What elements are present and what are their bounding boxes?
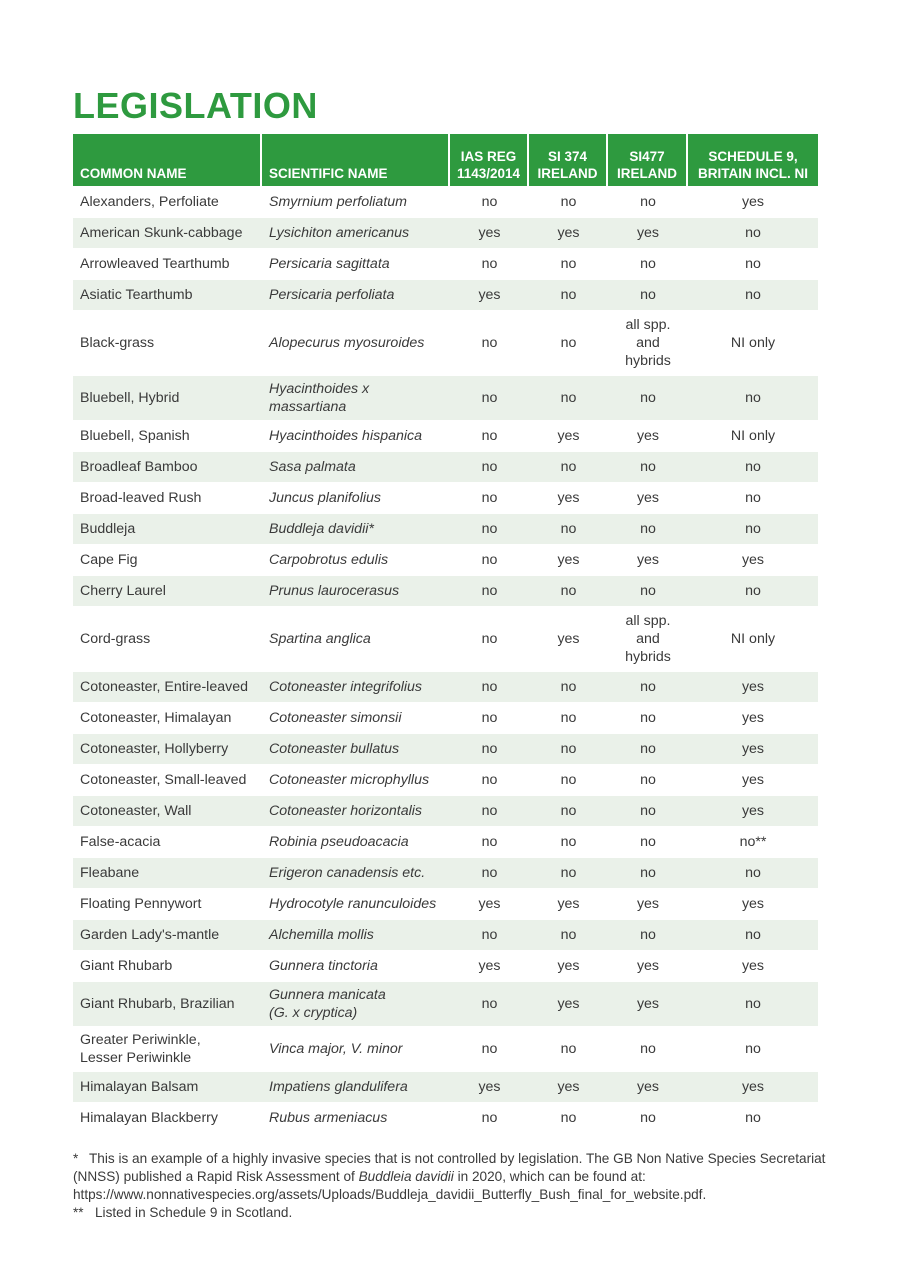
ias-reg-cell: no	[450, 451, 529, 482]
common-name-cell: Cotoneaster, Hollyberry	[73, 733, 262, 764]
si477-cell: no	[608, 513, 688, 544]
si374-cell: yes	[529, 981, 608, 1026]
schedule9-cell: yes	[688, 186, 818, 217]
si477-cell: no	[608, 671, 688, 702]
si374-cell: no	[529, 575, 608, 606]
table-row	[73, 482, 818, 513]
table-row	[73, 186, 818, 217]
footnote-2-text: Listed in Schedule 9 in Scotland.	[95, 1205, 293, 1220]
common-name-cell: Himalayan Blackberry	[73, 1102, 262, 1133]
table-row	[73, 950, 818, 981]
ias-reg-cell: no	[450, 575, 529, 606]
common-name-cell: Arrowleaved Tearthumb	[73, 248, 262, 279]
si477-cell: yes	[608, 420, 688, 451]
table-row	[73, 575, 818, 606]
scientific-name-cell: Alchemilla mollis	[262, 919, 450, 950]
table-row	[73, 1071, 818, 1102]
scientific-name-cell: Vinca major, V. minor	[262, 1026, 450, 1071]
page-title: LEGISLATION	[73, 85, 318, 126]
common-name-cell: Giant Rhubarb, Brazilian	[73, 981, 262, 1026]
common-name-cell: Cotoneaster, Himalayan	[73, 702, 262, 733]
scientific-name-cell: Spartina anglica	[262, 606, 450, 671]
table-row	[73, 857, 818, 888]
si374-cell: no	[529, 248, 608, 279]
scientific-name-cell: Smyrnium perfoliatum	[262, 186, 450, 217]
si477-cell: no	[608, 733, 688, 764]
footnote-1-marker: *	[73, 1151, 79, 1166]
legislation-table	[73, 134, 818, 1133]
common-name-cell: Bluebell, Hybrid	[73, 375, 262, 420]
schedule9-cell: NI only	[688, 420, 818, 451]
ias-reg-cell: yes	[450, 279, 529, 310]
si477-cell: no	[608, 575, 688, 606]
ias-reg-cell: no	[450, 857, 529, 888]
common-name-cell: Cotoneaster, Wall	[73, 795, 262, 826]
si477-cell: no	[608, 279, 688, 310]
si477-cell: yes	[608, 981, 688, 1026]
schedule9-cell: NI only	[688, 310, 818, 375]
schedule9-cell: yes	[688, 950, 818, 981]
si477-cell: no	[608, 795, 688, 826]
footnote-1-text-before: This is an example of a highly invasive species that is not controlled by legislation. The GB Non Native Species Secretariat (NNSS) published a Rapid Risk Assessment of	[73, 1151, 826, 1184]
si477-cell: all spp. and hybrids	[608, 606, 688, 671]
scientific-name-cell: Cotoneaster horizontalis	[262, 795, 450, 826]
ias-reg-cell: no	[450, 795, 529, 826]
table-row	[73, 310, 818, 375]
common-name-cell: American Skunk-cabbage	[73, 217, 262, 248]
footnote-2-marker: **	[73, 1205, 84, 1220]
si374-cell: no	[529, 186, 608, 217]
si477-cell: no	[608, 248, 688, 279]
schedule9-cell: no	[688, 857, 818, 888]
si374-cell: no	[529, 451, 608, 482]
table-row	[73, 888, 818, 919]
ias-reg-cell: no	[450, 671, 529, 702]
scientific-name-cell: Lysichiton americanus	[262, 217, 450, 248]
si477-cell: yes	[608, 1071, 688, 1102]
ias-reg-cell: no	[450, 702, 529, 733]
si477-cell: no	[608, 375, 688, 420]
si374-cell: no	[529, 375, 608, 420]
schedule9-cell: no	[688, 513, 818, 544]
si374-cell: no	[529, 764, 608, 795]
ias-reg-cell: no	[450, 544, 529, 575]
ias-reg-cell: no	[450, 186, 529, 217]
si477-cell: yes	[608, 888, 688, 919]
table-row	[73, 279, 818, 310]
scientific-name-cell: Hyacinthoides x massartiana	[262, 375, 450, 420]
schedule9-cell: yes	[688, 702, 818, 733]
ias-reg-cell: no	[450, 482, 529, 513]
scientific-name-cell: Cotoneaster simonsii	[262, 702, 450, 733]
table-row	[73, 1102, 818, 1133]
si374-cell: no	[529, 733, 608, 764]
common-name-cell: Fleabane	[73, 857, 262, 888]
footnote-1-text-after: in 2020, which can be found at: https://www.nonnativespecies.org/assets/Uploads/Buddleja_davidii_Butterfly_Bush_final_for_website.pdf.	[73, 1169, 707, 1202]
schedule9-cell: yes	[688, 733, 818, 764]
scientific-name-cell: Impatiens glandulifera	[262, 1071, 450, 1102]
header-ias-reg: IAS REG 1143/2014	[450, 134, 529, 186]
table-row	[73, 919, 818, 950]
schedule9-cell: yes	[688, 764, 818, 795]
table-row	[73, 1026, 818, 1071]
header-si477: SI477 IRELAND	[608, 134, 688, 186]
scientific-name-cell: Cotoneaster integrifolius	[262, 671, 450, 702]
ias-reg-cell: yes	[450, 888, 529, 919]
schedule9-cell: no	[688, 981, 818, 1026]
si374-cell: yes	[529, 544, 608, 575]
schedule9-cell: yes	[688, 1071, 818, 1102]
table-row	[73, 451, 818, 482]
footnote-1	[73, 1150, 833, 1204]
scientific-name-cell: Hydrocotyle ranunculoides	[262, 888, 450, 919]
scientific-name-cell: Cotoneaster microphyllus	[262, 764, 450, 795]
ias-reg-cell: no	[450, 764, 529, 795]
ias-reg-cell: no	[450, 826, 529, 857]
schedule9-cell: no	[688, 575, 818, 606]
common-name-cell: Cord-grass	[73, 606, 262, 671]
ias-reg-cell: no	[450, 606, 529, 671]
schedule9-cell: no	[688, 248, 818, 279]
schedule9-cell: yes	[688, 671, 818, 702]
scientific-name-cell: Juncus planifolius	[262, 482, 450, 513]
si374-cell: yes	[529, 420, 608, 451]
si374-cell: yes	[529, 1071, 608, 1102]
schedule9-cell: yes	[688, 544, 818, 575]
legislation-page	[73, 84, 818, 1133]
footnote-2	[73, 1204, 833, 1222]
schedule9-cell: no	[688, 375, 818, 420]
common-name-cell: Floating Pennywort	[73, 888, 262, 919]
si477-cell: no	[608, 764, 688, 795]
common-name-cell: False-acacia	[73, 826, 262, 857]
si477-cell: yes	[608, 544, 688, 575]
common-name-cell: Cotoneaster, Entire-leaved	[73, 671, 262, 702]
schedule9-cell: yes	[688, 795, 818, 826]
common-name-cell: Greater Periwinkle, Lesser Periwinkle	[73, 1026, 262, 1071]
common-name-cell: Cherry Laurel	[73, 575, 262, 606]
scientific-name-cell: Rubus armeniacus	[262, 1102, 450, 1133]
si374-cell: no	[529, 513, 608, 544]
table-row	[73, 217, 818, 248]
schedule9-cell: no	[688, 451, 818, 482]
scientific-name-cell: Gunnera manicata (G. x cryptica)	[262, 981, 450, 1026]
scientific-name-cell: Gunnera tinctoria	[262, 950, 450, 981]
si374-cell: yes	[529, 482, 608, 513]
table-row	[73, 420, 818, 451]
ias-reg-cell: no	[450, 919, 529, 950]
table-row	[73, 544, 818, 575]
scientific-name-cell: Carpobrotus edulis	[262, 544, 450, 575]
common-name-cell: Black-grass	[73, 310, 262, 375]
common-name-cell: Giant Rhubarb	[73, 950, 262, 981]
footnote-1-italic: Buddleia davidii	[358, 1169, 454, 1184]
table-row	[73, 375, 818, 420]
schedule9-cell: no	[688, 217, 818, 248]
scientific-name-cell: Alopecurus myosuroides	[262, 310, 450, 375]
common-name-cell: Buddleja	[73, 513, 262, 544]
si374-cell: yes	[529, 217, 608, 248]
common-name-cell: Garden Lady's-mantle	[73, 919, 262, 950]
table-row	[73, 795, 818, 826]
si477-cell: no	[608, 826, 688, 857]
si477-cell: all spp. and hybrids	[608, 310, 688, 375]
ias-reg-cell: yes	[450, 950, 529, 981]
si374-cell: yes	[529, 888, 608, 919]
ias-reg-cell: yes	[450, 217, 529, 248]
common-name-cell: Broad-leaved Rush	[73, 482, 262, 513]
si374-cell: no	[529, 1102, 608, 1133]
si477-cell: no	[608, 857, 688, 888]
header-si374: SI 374 IRELAND	[529, 134, 608, 186]
si374-cell: no	[529, 310, 608, 375]
header-scientific-name: SCIENTIFIC NAME	[262, 134, 450, 186]
si374-cell: yes	[529, 606, 608, 671]
common-name-cell: Bluebell, Spanish	[73, 420, 262, 451]
schedule9-cell: no	[688, 919, 818, 950]
table-row	[73, 981, 818, 1026]
scientific-name-cell: Erigeron canadensis etc.	[262, 857, 450, 888]
si477-cell: no	[608, 919, 688, 950]
ias-reg-cell: yes	[450, 1071, 529, 1102]
schedule9-cell: no**	[688, 826, 818, 857]
ias-reg-cell: no	[450, 248, 529, 279]
schedule9-cell: no	[688, 1026, 818, 1071]
table-row	[73, 248, 818, 279]
si477-cell: no	[608, 451, 688, 482]
header-schedule9: SCHEDULE 9, BRITAIN INCL. NI	[688, 134, 818, 186]
si374-cell: no	[529, 795, 608, 826]
common-name-cell: Broadleaf Bamboo	[73, 451, 262, 482]
si477-cell: yes	[608, 217, 688, 248]
ias-reg-cell: no	[450, 310, 529, 375]
si374-cell: no	[529, 279, 608, 310]
si374-cell: no	[529, 671, 608, 702]
scientific-name-cell: Persicaria perfoliata	[262, 279, 450, 310]
table-row	[73, 671, 818, 702]
ias-reg-cell: no	[450, 733, 529, 764]
schedule9-cell: no	[688, 1102, 818, 1133]
common-name-cell: Himalayan Balsam	[73, 1071, 262, 1102]
schedule9-cell: no	[688, 279, 818, 310]
si374-cell: no	[529, 702, 608, 733]
si374-cell: no	[529, 919, 608, 950]
common-name-cell: Asiatic Tearthumb	[73, 279, 262, 310]
scientific-name-cell: Sasa palmata	[262, 451, 450, 482]
si477-cell: no	[608, 1102, 688, 1133]
table-row	[73, 826, 818, 857]
scientific-name-cell: Prunus laurocerasus	[262, 575, 450, 606]
ias-reg-cell: no	[450, 420, 529, 451]
scientific-name-cell: Cotoneaster bullatus	[262, 733, 450, 764]
common-name-cell: Alexanders, Perfoliate	[73, 186, 262, 217]
scientific-name-cell: Robinia pseudoacacia	[262, 826, 450, 857]
common-name-cell: Cotoneaster, Small-leaved	[73, 764, 262, 795]
si477-cell: no	[608, 1026, 688, 1071]
ias-reg-cell: no	[450, 981, 529, 1026]
si477-cell: yes	[608, 482, 688, 513]
si374-cell: no	[529, 826, 608, 857]
scientific-name-cell: Hyacinthoides hispanica	[262, 420, 450, 451]
si374-cell: yes	[529, 950, 608, 981]
schedule9-cell: NI only	[688, 606, 818, 671]
table-row	[73, 764, 818, 795]
si477-cell: no	[608, 702, 688, 733]
table-row	[73, 513, 818, 544]
ias-reg-cell: no	[450, 513, 529, 544]
table-row	[73, 606, 818, 671]
ias-reg-cell: no	[450, 375, 529, 420]
scientific-name-cell: Buddleja davidii*	[262, 513, 450, 544]
scientific-name-cell: Persicaria sagittata	[262, 248, 450, 279]
header-common-name: COMMON NAME	[73, 134, 262, 186]
ias-reg-cell: no	[450, 1102, 529, 1133]
common-name-cell: Cape Fig	[73, 544, 262, 575]
si477-cell: no	[608, 186, 688, 217]
schedule9-cell: no	[688, 482, 818, 513]
ias-reg-cell: no	[450, 1026, 529, 1071]
si374-cell: no	[529, 857, 608, 888]
table-body	[73, 186, 818, 1133]
table-row	[73, 733, 818, 764]
table-row	[73, 702, 818, 733]
schedule9-cell: yes	[688, 888, 818, 919]
table-header-row	[73, 134, 818, 186]
si374-cell: no	[529, 1026, 608, 1071]
footnotes	[73, 1150, 833, 1222]
si477-cell: yes	[608, 950, 688, 981]
